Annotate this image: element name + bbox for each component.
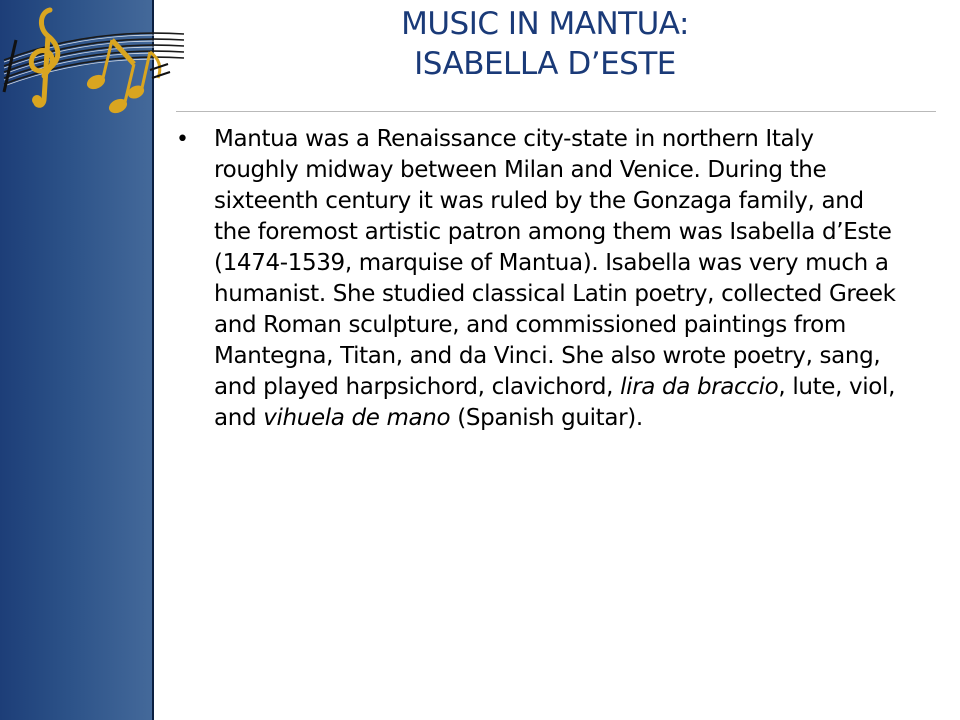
slide-title (230, 4, 860, 84)
body-text-part-2: , lute, viol, and (214, 374, 896, 431)
body-text-part-1: Mantua was a Renaissance city-state in northern Italy roughly midway between Milan and Venice. During the sixteenth century it was ruled by the Gonzaga family, and the foremost artistic patron among them was Isabella d’Este (1474-1539, marquise of Mantua). Isabella was very much a humanist. She studied classical Latin poetry, collected Greek and Roman sculpture, and commissioned paintings from Mantegna, Titan, and da Vinci. She also wrote poetry, sang, and played harpsichord, clavichord, (214, 126, 896, 400)
bullet-text (214, 124, 904, 434)
title-line-1: MUSIC IN MANTUA: (401, 6, 689, 42)
title-line-2: ISABELLA D’ESTE (414, 46, 676, 82)
title-divider (176, 111, 936, 112)
slide-body (176, 124, 916, 434)
bullet-marker: • (176, 127, 189, 152)
body-text-part-3: (Spanish guitar). (450, 405, 643, 431)
music-notes-icon (0, 0, 200, 130)
italic-vihuela-de-mano: vihuela de mano (263, 405, 451, 431)
bullet-item (176, 124, 916, 434)
italic-lira-da-braccio: lira da braccio (620, 374, 779, 400)
